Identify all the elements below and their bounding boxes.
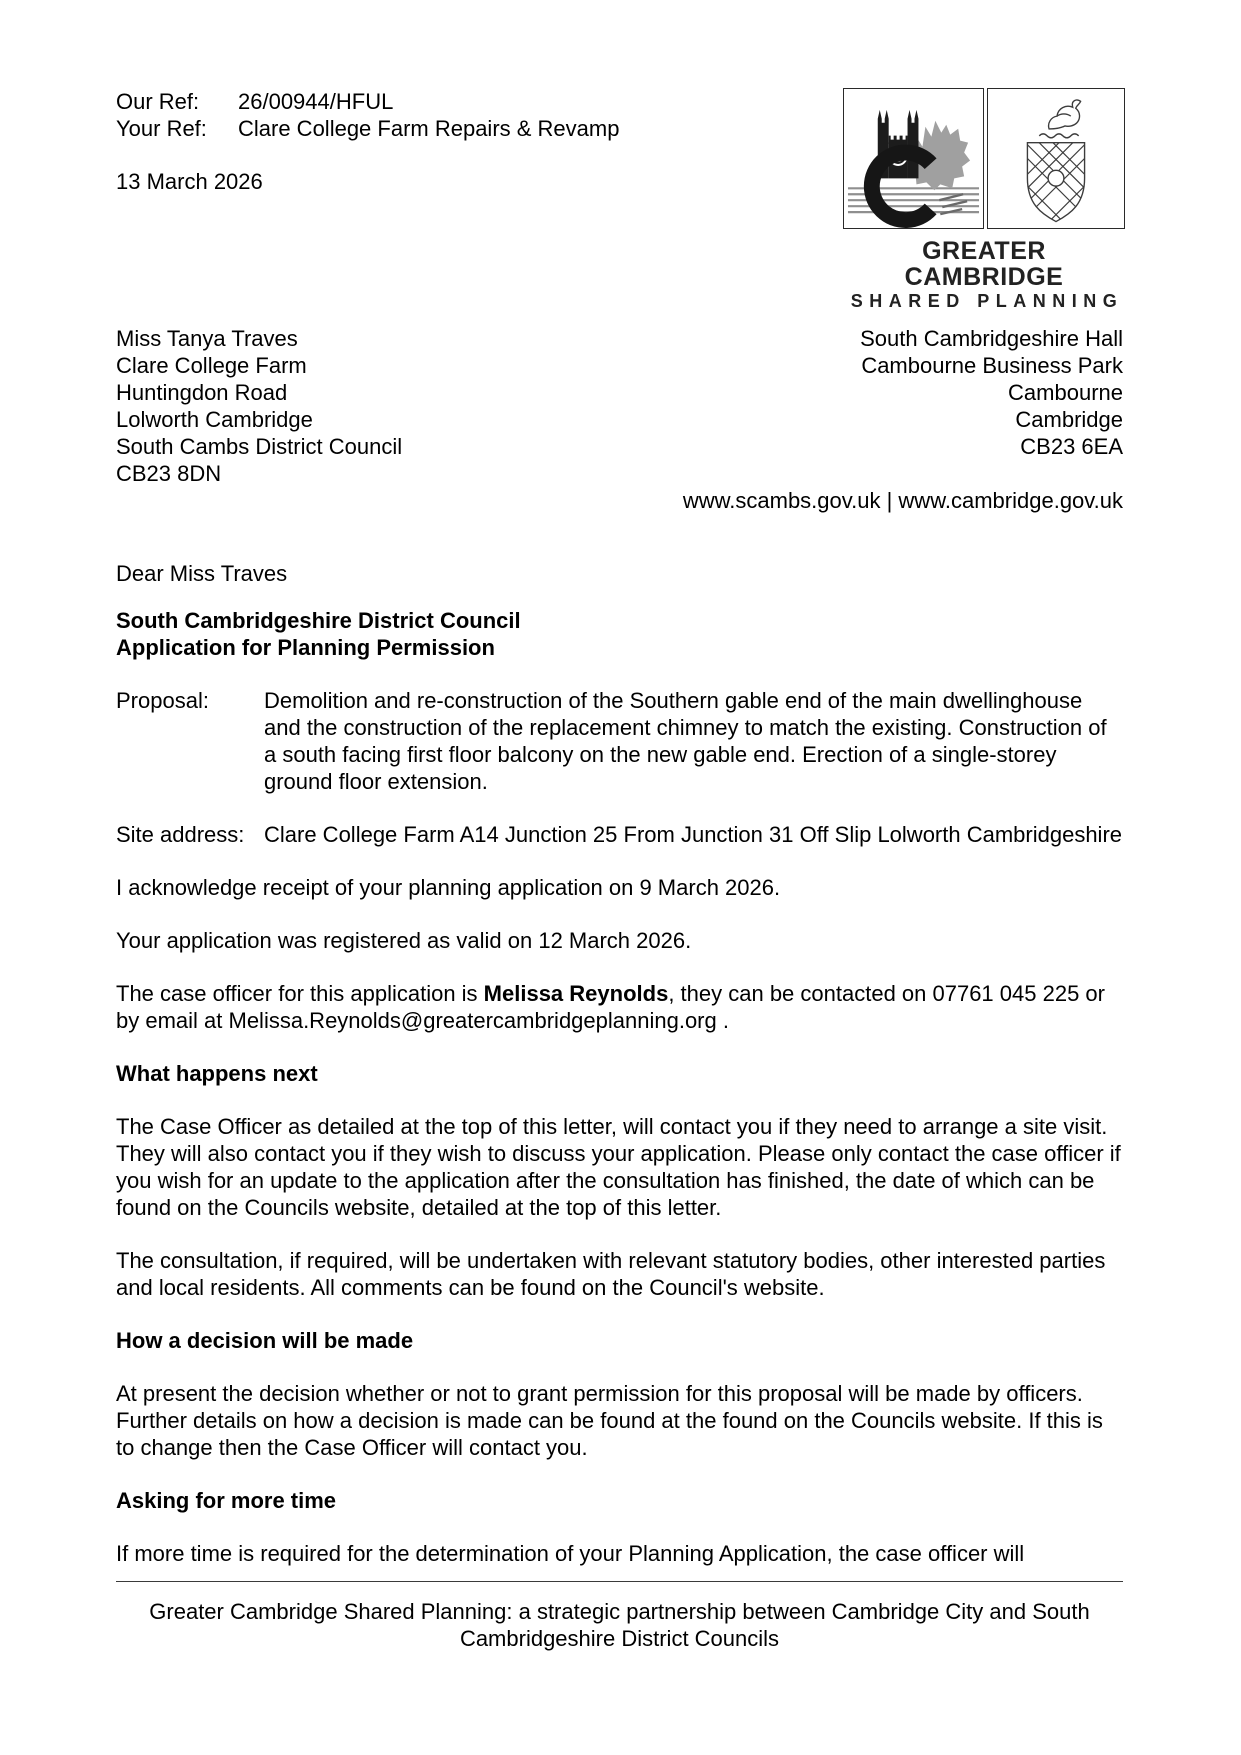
site-address-label: Site address: [116, 822, 245, 847]
council-line: Cambridge [1015, 407, 1123, 432]
section-heading-what-happens-next: What happens next [116, 1061, 318, 1086]
logo-subtitle: SHARED PLANNING [850, 291, 1124, 311]
letter-heading [116, 607, 1123, 661]
our-ref-value: 26/00944/HFUL [238, 89, 394, 114]
section3-paragraph-1: If more time is required for the determination of your Planning Application, the case officer will [116, 1541, 1025, 1566]
section1-paragraph-1: The Case Officer as detailed at the top of this letter, will contact you if they need to arrange a site visit. They will also contact you if they wish to discuss your application. Please only contact the case officer if you wish for an update to the application after the consultation has finished, the date of which can be found on the Councils website, detailed at the top of this letter. [116, 1114, 1121, 1220]
case-officer-name: Melissa Reynolds [483, 981, 669, 1006]
your-ref-value: Clare College Farm Repairs & Revamp [238, 116, 620, 141]
footer-text: Greater Cambridge Shared Planning: a strategic partnership between Cambridge City and South Cambridgeshire District Councils [149, 1599, 1090, 1651]
recipient-line: Miss Tanya Traves [116, 326, 298, 351]
council-line: South Cambridgeshire Hall [860, 326, 1123, 351]
acknowledgement-paragraph: I acknowledge receipt of your planning application on 9 March 2026. [116, 875, 781, 900]
case-officer-suffix: , they can be contacted on 07761 045 225 or by email at Melissa.Reynolds@greatercambridgeplanning.org . [116, 981, 1105, 1033]
recipient-line: Lolworth Cambridge [116, 407, 313, 432]
site-address-text: Clare College Farm A14 Junction 25 From Junction 31 Off Slip Lolworth Cambridgeshire [264, 822, 1122, 847]
footer-divider [116, 1581, 1123, 1582]
proposal-row [116, 687, 1123, 795]
section2-paragraph-1: At present the decision whether or not to grant permission for this proposal will be made by officers. Further details on how a decision is made can be found at the found on the Councils website. If this is to change then the Case Officer will contact you. [116, 1381, 1103, 1460]
recipient-line: Clare College Farm [116, 353, 307, 378]
letter-date: 13 March 2026 [116, 169, 263, 194]
proposal-text: Demolition and re-construction of the Southern gable end of the main dwellinghouse and the construction of the replacement chimney to match the existing. Construction of a south facing first floor balcony on the new gable end. Erection of a single-storey ground floor extension. [264, 688, 1107, 794]
council-websites: www.scambs.gov.uk | www.cambridge.gov.uk [682, 488, 1123, 513]
recipient-line: CB23 8DN [116, 461, 222, 486]
registered-paragraph: Your application was registered as valid on 12 March 2026. [116, 928, 692, 953]
recipient-address [116, 325, 402, 487]
proposal-label: Proposal: [116, 688, 209, 713]
section-heading-asking-for-more-time: Asking for more time [116, 1488, 337, 1513]
south-cambridgeshire-crest-icon [987, 88, 1125, 229]
heading-line-2: Application for Planning Permission [116, 635, 495, 660]
council-address [860, 325, 1123, 487]
recipient-line: Huntingdon Road [116, 380, 288, 405]
greater-cambridge-logo [843, 88, 1125, 312]
page-footer [116, 1598, 1123, 1652]
council-line: CB23 6EA [1020, 434, 1123, 459]
heading-line-1: South Cambridgeshire District Council [116, 608, 521, 633]
logo-title: GREATER CAMBRIDGE [904, 237, 1064, 291]
council-line: Cambourne Business Park [861, 353, 1123, 378]
logo-boxes [843, 88, 1125, 229]
site-address-row [116, 821, 1123, 848]
case-officer-paragraph [116, 980, 1123, 1034]
salutation: Dear Miss Traves [116, 561, 288, 586]
address-section [116, 325, 1123, 487]
cambridge-city-logo-icon [843, 88, 984, 229]
council-line: Cambourne [1008, 380, 1123, 405]
recipient-line: South Cambs District Council [116, 434, 403, 459]
your-ref-label: Your Ref: [116, 116, 207, 141]
section-heading-how-a-decision: How a decision will be made [116, 1328, 414, 1353]
case-officer-prefix: The case officer for this application is [116, 981, 484, 1006]
section1-paragraph-2: The consultation, if required, will be undertaken with relevant statutory bodies, other interested parties and local residents. All comments can be found on the Council's website. [116, 1248, 1106, 1300]
our-ref-label: Our Ref: [116, 89, 200, 114]
